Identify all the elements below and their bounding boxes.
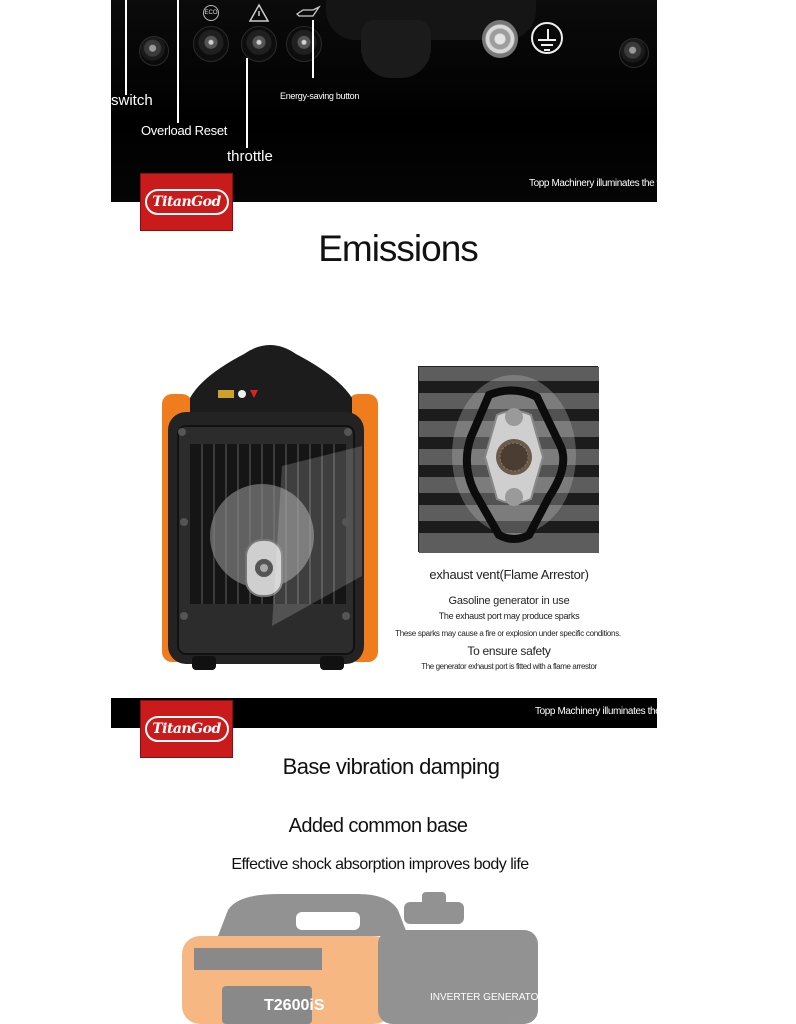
brand-logo — [140, 700, 233, 758]
control-panel-banner — [111, 0, 679, 202]
emissions-line-1: Gasoline generator in use — [448, 595, 570, 607]
generator-model-text: T2600iS — [264, 997, 325, 1014]
callout-line-switch — [125, 0, 127, 95]
tagline: Topp Machinery illuminates the world — [535, 706, 685, 717]
tagline: Topp Machinery illuminates the world — [529, 178, 679, 189]
generator-label-text: INVERTER GENERATOR — [430, 992, 546, 1003]
callout-line-overload — [177, 0, 179, 123]
callout-line-throttle — [246, 58, 248, 148]
emissions-line-5: The generator exhaust port is fitted with a flame arrestor — [421, 662, 597, 671]
eco-icon: ECO — [203, 5, 219, 21]
throttle-knob — [241, 26, 277, 62]
brand-logo — [140, 173, 233, 231]
generator-front-image — [168, 890, 546, 1024]
emissions-line-3: These sparks may cause a fire or explosion under specific conditions. — [395, 629, 621, 638]
panel-screw — [139, 36, 169, 66]
exhaust-vent-photo — [418, 366, 598, 552]
base-subtitle: Added common base — [288, 815, 468, 837]
callout-line-energy — [312, 20, 314, 78]
brand-logo-text: TitanGod — [145, 189, 229, 215]
panel-socket-cover — [361, 20, 431, 78]
emissions-title: Emissions — [318, 228, 478, 269]
ground-terminal-bolt — [482, 20, 518, 58]
warning-triangle-icon — [249, 4, 269, 22]
base-caption: Effective shock absorption improves body life — [231, 856, 529, 873]
emissions-line-2: The exhaust port may produce sparks — [438, 611, 580, 621]
label-switch: switch — [111, 92, 153, 109]
brand-logo-text: TitanGod — [145, 716, 229, 742]
panel-screw — [619, 38, 649, 68]
oil-can-icon — [295, 4, 321, 20]
energy-saving-knob — [286, 26, 322, 62]
exhaust-title: exhaust vent(Flame Arrestor) — [429, 567, 589, 582]
label-throttle: throttle — [227, 148, 273, 165]
ground-icon — [531, 22, 563, 54]
label-energy-saving: Energy-saving button — [280, 91, 360, 101]
label-overload-reset: Overload Reset — [141, 123, 228, 138]
emissions-line-4: To ensure safety — [467, 644, 551, 658]
base-title: Base vibration damping — [282, 754, 500, 779]
generator-rear-image — [162, 336, 378, 672]
overload-reset-knob — [193, 26, 229, 62]
